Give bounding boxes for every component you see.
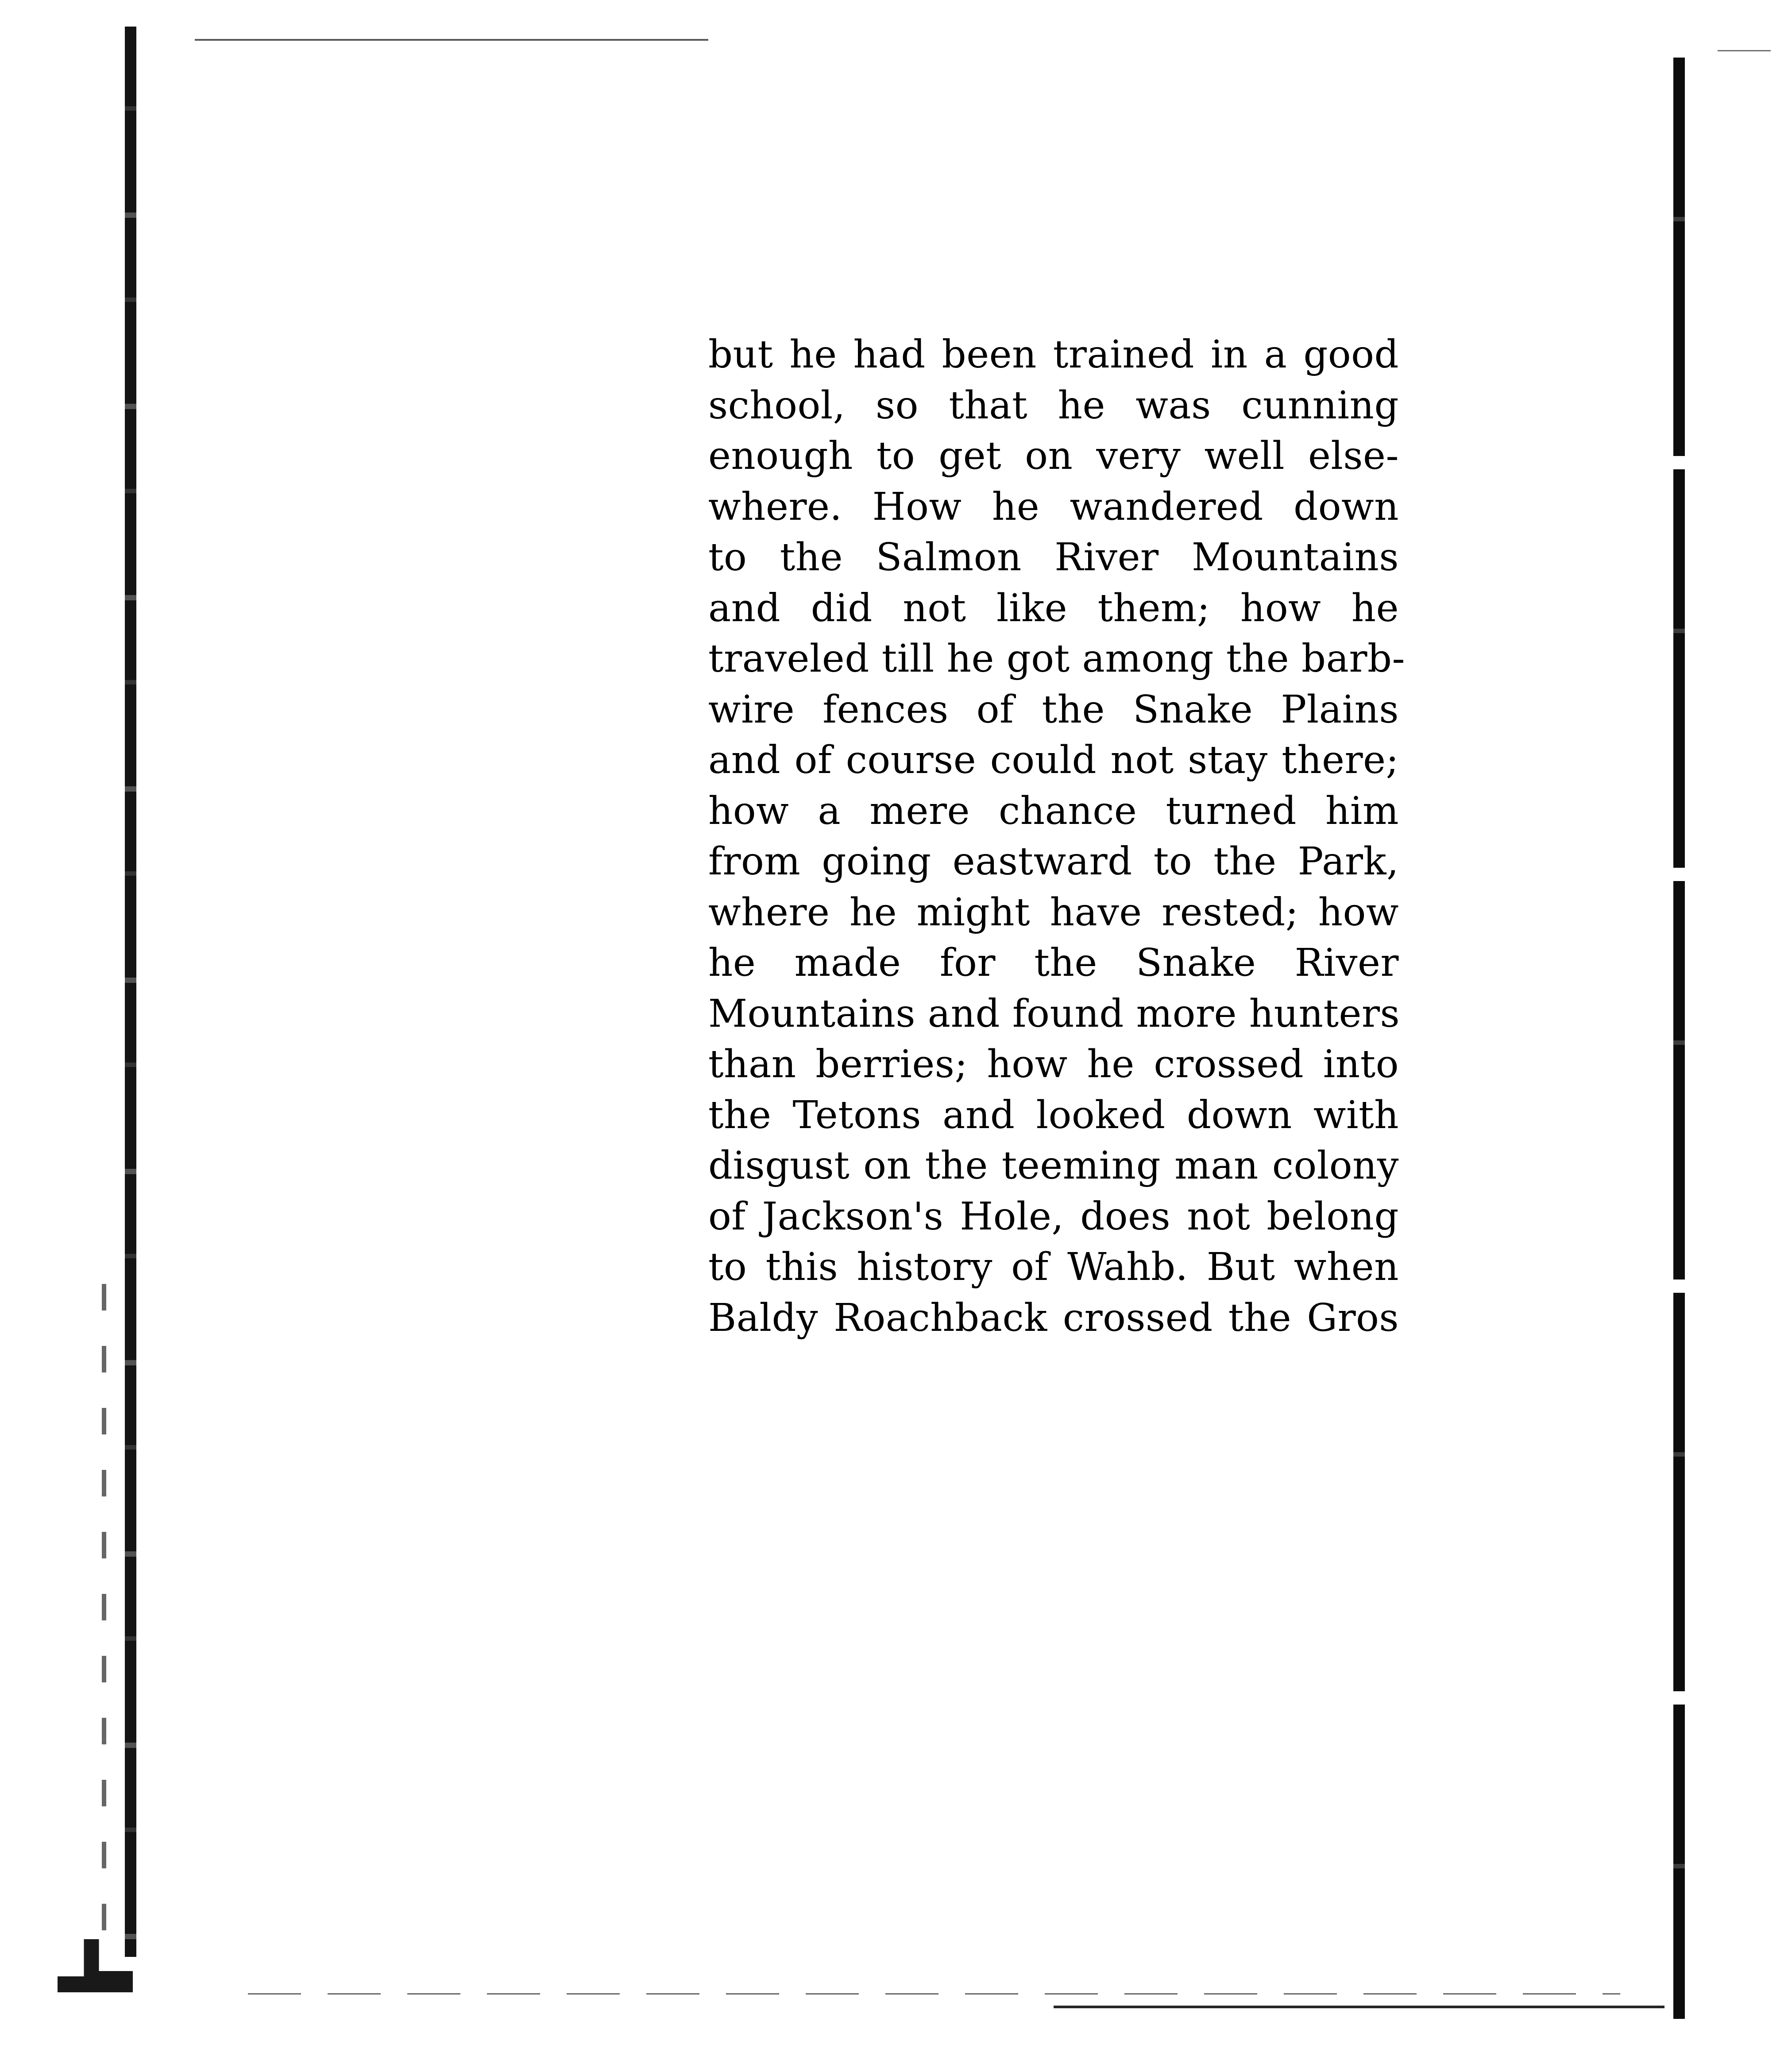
text-line: Mountains and found more hunters	[708, 991, 1400, 1036]
corner-mark	[58, 1939, 133, 1992]
scan-edge-right	[1673, 58, 1685, 2019]
text-line: wire fences of the Snake Plains	[708, 687, 1399, 732]
text-line: from going eastward to the Park,	[708, 839, 1399, 884]
scan-edge-bottom-right	[1054, 2006, 1664, 2008]
text-line: and did not like them; how he	[708, 586, 1399, 630]
text-line: but he had been trained in a good	[708, 332, 1399, 377]
text-line: enough to get on very well else-	[708, 434, 1399, 478]
text-line: to the Salmon River Mountains	[708, 535, 1399, 580]
text-line: than berries; how he crossed into	[708, 1042, 1399, 1086]
text-line: how a mere chance turned him	[708, 789, 1399, 833]
body-text	[708, 329, 1406, 1343]
text-line: disgust on the teeming man colony	[708, 1144, 1399, 1188]
text-line: the Tetons and looked down with	[708, 1093, 1399, 1137]
scan-edge-top	[195, 39, 708, 41]
text-line: he made for the Snake River	[708, 941, 1399, 985]
scan-edge-left-secondary	[102, 1284, 106, 1948]
text-line: where. How he wandered down	[708, 484, 1399, 529]
text-line: and of course could not stay there;	[708, 738, 1399, 782]
text-line: where he might have rested; how	[708, 890, 1399, 935]
text-line: school, so that he was cunning	[708, 383, 1399, 428]
scan-edge-bottom	[248, 1993, 1620, 1995]
text-line: traveled till he got among the barb-	[708, 637, 1406, 681]
text-line: Baldy Roachback crossed the Gros	[708, 1295, 1399, 1340]
text-line: to this history of Wahb. But when	[708, 1245, 1399, 1289]
scan-edge-left	[125, 27, 136, 1957]
text-line: of Jackson's Hole, does not belong	[708, 1194, 1399, 1239]
scan-edge-top-right	[1718, 50, 1771, 51]
